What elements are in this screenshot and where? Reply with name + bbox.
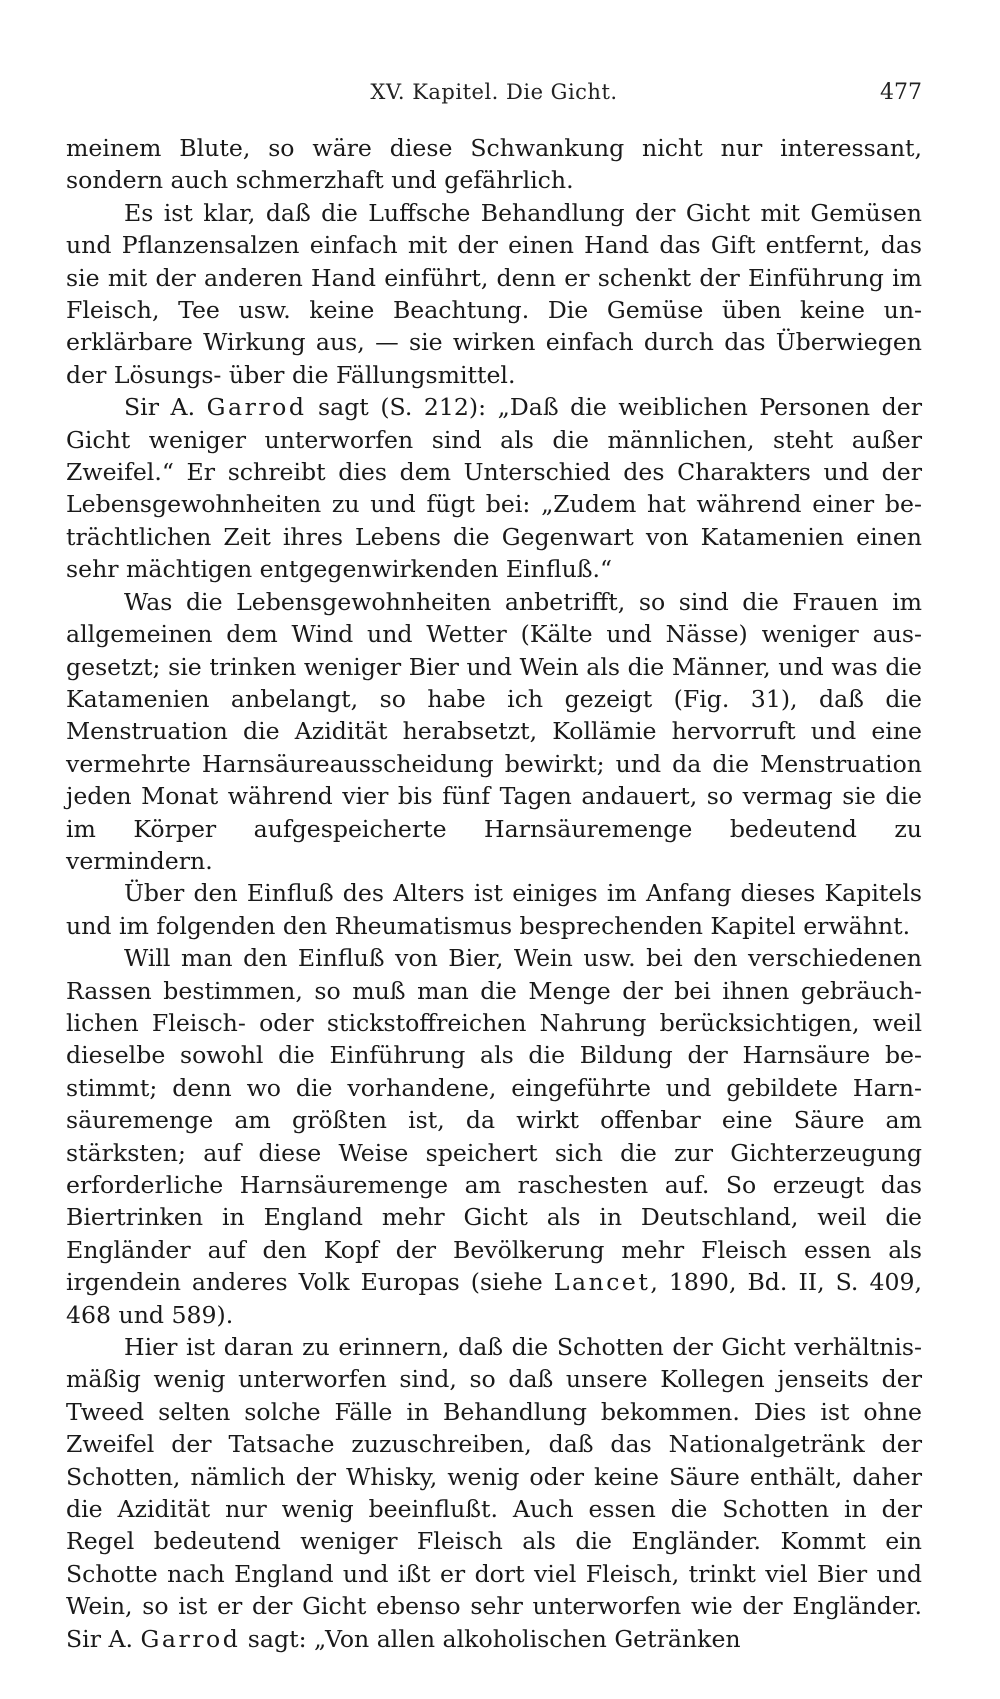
chapter-title: XV. Kapitel. Die Gicht. <box>370 80 618 104</box>
paragraph-4: Was die Lebensgewohnheiten anbetrifft, so sind die Frauen im allgemeinen dem Wind und Wetter (Kälte und Nässe) weniger ausgesetzt; sie trinken weniger Bier und Wein als die Männer, und was die Katamenien anbelangt, so habe ich gezeigt (Fig. 31), daß die Menstruation die Azidität herabsetzt, Kollämie hervorruft und eine vermehrte Harnsäureausscheidung bewirkt; und da die Menstruation jeden Monat während vier bis fünf Tagen andauert, so vermag sie die im Körper aufgespeicherte Harnsäuremenge bedeutend zu vermindern. <box>66 587 922 875</box>
running-header <box>66 80 922 116</box>
paragraph-2: Es ist klar, daß die Luffsche Behandlung der Gicht mit Gemüsen und Pflanzensalzen einfach mit der einen Hand das Gift entfernt, das sie mit der anderen Hand einführt, denn er schenkt der Einführung im Fleisch, Tee usw. keine Beachtung. Die Gemüse üben keine unerklärbare Wirkung aus, — sie wirken einfach durch das Überwiegen der Lösungs- über die Fällungsmittel. <box>66 198 922 389</box>
author-name-garrod: Garrod <box>206 393 307 422</box>
paragraph-7 <box>66 1331 922 1655</box>
paragraph-3 <box>66 391 922 585</box>
paragraph-5: Über den Einfluß des Alters ist einiges im Anfang dieses Kapitels und im folgenden den Rheumatismus besprechenden Kapitel erwähnt. <box>66 879 922 940</box>
paragraph-6 <box>66 942 922 1331</box>
journal-name-lancet: Lancet <box>553 1268 651 1297</box>
body-text <box>66 132 922 1655</box>
paragraph-3-pre: Sir A. <box>124 393 207 422</box>
paragraph-6-post: , 1890, Bd. II, S. 409, 468 und 589). <box>66 1268 922 1329</box>
author-name-garrod-2: Garrod <box>140 1624 241 1653</box>
page-number: 477 <box>880 80 922 105</box>
paragraph-7-pre: Hier ist daran zu erinnern, daß die Schotten der Gicht verhältnismäßig wenig unterworfen sind, so daß unsere Kollegen jenseits der Tweed selten solche Fälle in Behandlung bekommen. Dies ist ohne Zweifel der Tatsache zuzuschreiben, daß das Nationalgetränk der Schotten, nämlich der Whisky, wenig oder keine Säure enthält, daher die Azidität nur wenig beeinflußt. Auch essen die Schotten in der Regel bedeutend weniger Fleisch als die Engländer. Kommt ein Schotte nach England und ißt er dort viel Fleisch, trinkt viel Bier und Wein, so ist er der Gicht ebenso sehr unterworfen wie der Engländer. Sir A. <box>66 1333 922 1653</box>
paragraph-1: meinem Blute, so wäre diese Schwankung nicht nur interessant, sondern auch schmerzhaft und gefährlich. <box>66 134 922 195</box>
paragraph-7-post: sagt: „Von allen alkoholischen Getränken <box>240 1624 741 1653</box>
paragraph-3-post: sagt (S. 212): „Daß die weiblichen Personen der Gicht weniger unterworfen sind als die männlichen, steht außer Zweifel.“ Er schreibt dies dem Unterschied des Charakters und der Lebensgewohnheiten zu und fügt bei: „Zudem hat während einer beträchtlichen Zeit ihres Lebens die Gegenwart von Katamenien einen sehr mächtigen entgegenwirkenden Einfluß.“ <box>66 393 922 584</box>
paragraph-6-pre: Will man den Einfluß von Bier, Wein usw. bei den verschiedenen Rassen bestimmen, so muß man die Menge der bei ihnen gebräuchlichen Fleisch- oder stickstoffreichen Nahrung berücksichtigen, weil dieselbe sowohl die Einführung als die Bildung der Harnsäure bestimmt; denn wo die vorhandene, eingeführte und gebildete Harnsäuremenge am größten ist, da wirkt offenbar eine Säure am stärksten; auf diese Weise speichert sich die zur Gichterzeugung erforderliche Harnsäuremenge am raschesten auf. So erzeugt das Biertrinken in England mehr Gicht als in Deutschland, weil die Engländer auf den Kopf der Bevölkerung mehr Fleisch essen als irgendein anderes Volk Europas (siehe <box>66 944 922 1297</box>
